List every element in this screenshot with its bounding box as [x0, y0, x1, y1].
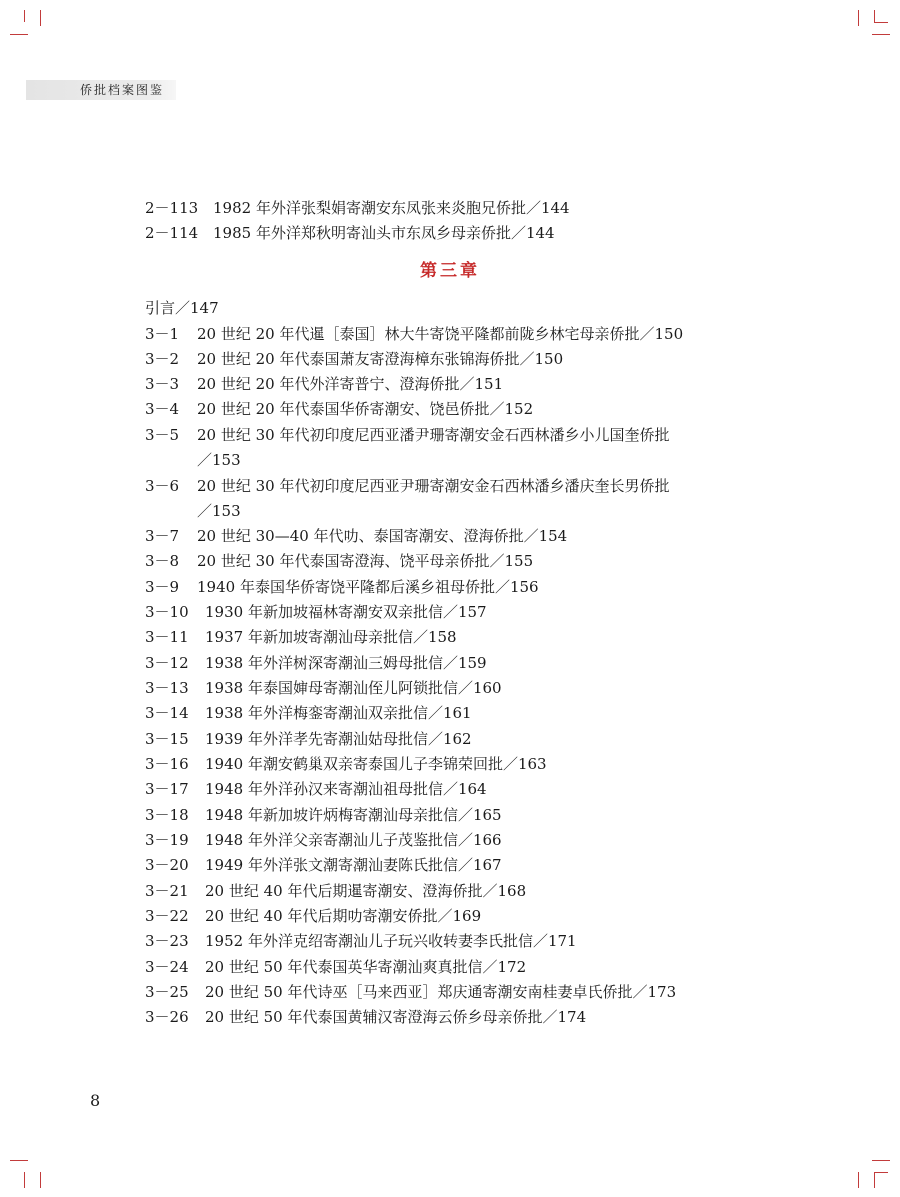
toc-entry: [145, 575, 539, 600]
crop-mark-bottom-left-h: [10, 1160, 28, 1161]
toc-entry-title: 1948 年外洋父亲寄潮汕儿子茂鉴批信／166: [205, 831, 502, 849]
toc-entry-code: 3－13: [145, 679, 189, 697]
toc-entry: [145, 955, 526, 980]
toc-entry: [145, 701, 472, 726]
toc-entry: [145, 600, 487, 625]
crop-mark-top-right-h2: [872, 34, 890, 35]
toc-entry-code: 3－10: [145, 603, 189, 621]
toc-entry-title: 20 世纪 40 年代后期暹寄潮安、澄海侨批／168: [205, 882, 527, 900]
toc-entry: [145, 879, 526, 904]
toc-entry-code: 3－15: [145, 730, 189, 748]
toc-entry-title: 1982 年外洋张梨娟寄潮安东凤张来炎胞兄侨批／144: [213, 199, 570, 217]
toc-entry-code: 3－5: [145, 426, 180, 444]
crop-mark-top-left-v2: [24, 10, 25, 22]
toc-entry: [145, 372, 503, 397]
toc-entry-title: 20 世纪 30—40 年代叻、泰国寄潮安、澄海侨批／154: [197, 527, 568, 545]
crop-mark-top-right-v2: [874, 10, 875, 22]
crop-mark-top-left-v: [40, 10, 41, 26]
toc-entry-title: 1938 年外洋梅銮寄潮汕双亲批信／161: [205, 704, 472, 722]
crop-mark-top-left-h: [10, 34, 28, 35]
crop-mark-top-right-h: [874, 22, 888, 23]
toc-entry: [145, 853, 502, 878]
toc-entry-title: 1948 年外洋孙汉来寄潮汕祖母批信／164: [205, 780, 487, 798]
toc-entry: [145, 1005, 586, 1030]
toc-entry: [145, 980, 676, 1005]
toc-entry-title: 1948 年新加坡许炳梅寄潮汕母亲批信／165: [205, 806, 502, 824]
crop-mark-top-right-v: [858, 10, 859, 26]
toc-entry: [145, 752, 547, 777]
toc-entry: [145, 828, 502, 853]
toc-entry: [145, 727, 472, 752]
toc-entry-title: 20 世纪 40 年代后期叻寄潮安侨批／169: [205, 907, 482, 925]
toc-entry-code: 3－19: [145, 831, 189, 849]
toc-entry-title: 20 世纪 20 年代暹［泰国］林大牛寄饶平隆都前陇乡林宅母亲侨批／150: [197, 325, 684, 343]
toc-entry: [145, 929, 577, 954]
toc-entry-code: 3－23: [145, 932, 189, 950]
toc-entry-code: 3－18: [145, 806, 189, 824]
toc-entry: [145, 625, 457, 650]
toc-entry-title: 20 世纪 20 年代泰国萧友寄澄海樟东张锦海侨批／150: [197, 350, 564, 368]
crop-mark-bottom-right-h2: [874, 1172, 888, 1173]
toc-entry-code: 3－22: [145, 907, 189, 925]
toc-entry-title: 1937 年新加坡寄潮汕母亲批信／158: [205, 628, 457, 646]
toc-entry-code: 3－16: [145, 755, 189, 773]
toc-entry: [145, 196, 570, 221]
crop-mark-bottom-left-v2: [40, 1172, 41, 1188]
chapter-title: 第三章: [420, 261, 480, 281]
toc-entry-title: 1949 年外洋张文潮寄潮汕妻陈氏批信／167: [205, 856, 502, 874]
toc-entry-title: 1939 年外洋孝先寄潮汕姑母批信／162: [205, 730, 472, 748]
toc-entry-title: 1940 年潮安鹤巢双亲寄泰国儿子李锦荣回批／163: [205, 755, 547, 773]
toc-entry: [145, 524, 567, 549]
toc-entry: [145, 803, 502, 828]
toc-entry-code: 2－114: [145, 224, 199, 242]
toc-entry-title: 1985 年外洋郑秋明寄汕头市东凤乡母亲侨批／144: [213, 224, 555, 242]
toc-entry-code: 3－20: [145, 856, 189, 874]
toc-entry-title: 20 世纪 30 年代初印度尼西亚尹珊寄潮安金石西林潘乡潘庆奎长男侨批: [197, 477, 670, 495]
toc-entry-code: 3－9: [145, 578, 180, 596]
toc-entry: [145, 397, 533, 422]
toc-entry: [145, 549, 533, 574]
toc-entry-title: 20 世纪 50 年代泰国黄辅汉寄澄海云侨乡母亲侨批／174: [205, 1008, 587, 1026]
toc-entry-page-continuation: ／153: [197, 451, 241, 469]
toc-entry-title: 1940 年泰国华侨寄饶平隆都后溪乡祖母侨批／156: [197, 578, 539, 596]
toc-entry: [145, 474, 669, 499]
toc-entry-code: 3－6: [145, 477, 180, 495]
crop-mark-bottom-right-h: [872, 1160, 890, 1161]
toc-intro: 引言／147: [145, 299, 219, 317]
toc-entry-code: 2－113: [145, 199, 199, 217]
toc-entry: [145, 221, 555, 246]
toc-entry: [145, 904, 481, 929]
toc-entry: [145, 777, 487, 802]
toc-entry-code: 3－1: [145, 325, 180, 343]
toc-entry-page-continuation: ／153: [197, 502, 241, 520]
toc-entry-title: 20 世纪 30 年代泰国寄澄海、饶平母亲侨批／155: [197, 552, 534, 570]
running-header-title: 侨批档案图鉴: [80, 83, 165, 97]
page-number: 8: [90, 1091, 101, 1110]
toc-entry-code: 3－12: [145, 654, 189, 672]
toc-entry-code: 3－8: [145, 552, 180, 570]
toc-entry-code: 3－11: [145, 628, 189, 646]
toc-entry-title: 1938 年泰国婶母寄潮汕侄儿阿锁批信／160: [205, 679, 502, 697]
toc-entry-code: 3－24: [145, 958, 189, 976]
toc-entry-title: 1952 年外洋克绍寄潮汕儿子玩兴收转妻李氏批信／171: [205, 932, 577, 950]
toc-entry-code: 3－21: [145, 882, 189, 900]
toc-entry-title: 20 世纪 20 年代泰国华侨寄潮安、饶邑侨批／152: [197, 400, 534, 418]
toc-entry-code: 3－2: [145, 350, 180, 368]
toc-entry: [145, 676, 502, 701]
toc-entry-title: 20 世纪 20 年代外洋寄普宁、澄海侨批／151: [197, 375, 504, 393]
toc-entry: [145, 651, 487, 676]
toc-entry-title: 1930 年新加坡福林寄潮安双亲批信／157: [205, 603, 487, 621]
toc-entry-code: 3－26: [145, 1008, 189, 1026]
toc-entry-code: 3－17: [145, 780, 189, 798]
toc-entry: [145, 423, 669, 448]
toc-entry-code: 3－3: [145, 375, 180, 393]
toc-entry-title: 20 世纪 50 年代诗巫［马来西亚］郑庆通寄潮安南桂妻卓氏侨批／173: [205, 983, 677, 1001]
toc-entry: [145, 347, 563, 372]
toc-entry-title: 20 世纪 50 年代泰国英华寄潮汕爽真批信／172: [205, 958, 527, 976]
toc-entry-title: 1938 年外洋树深寄潮汕三姆母批信／159: [205, 654, 487, 672]
toc-entry: [145, 322, 683, 347]
toc-entry-code: 3－7: [145, 527, 180, 545]
crop-mark-bottom-right-v: [858, 1172, 859, 1188]
toc-entry-code: 3－4: [145, 400, 180, 418]
toc-entry-code: 3－25: [145, 983, 189, 1001]
toc-entry-code: 3－14: [145, 704, 189, 722]
crop-mark-bottom-right-v2: [874, 1172, 875, 1188]
crop-mark-bottom-left-v: [24, 1172, 25, 1188]
toc-entry-title: 20 世纪 30 年代初印度尼西亚潘尹珊寄潮安金石西林潘乡小儿国奎侨批: [197, 426, 670, 444]
